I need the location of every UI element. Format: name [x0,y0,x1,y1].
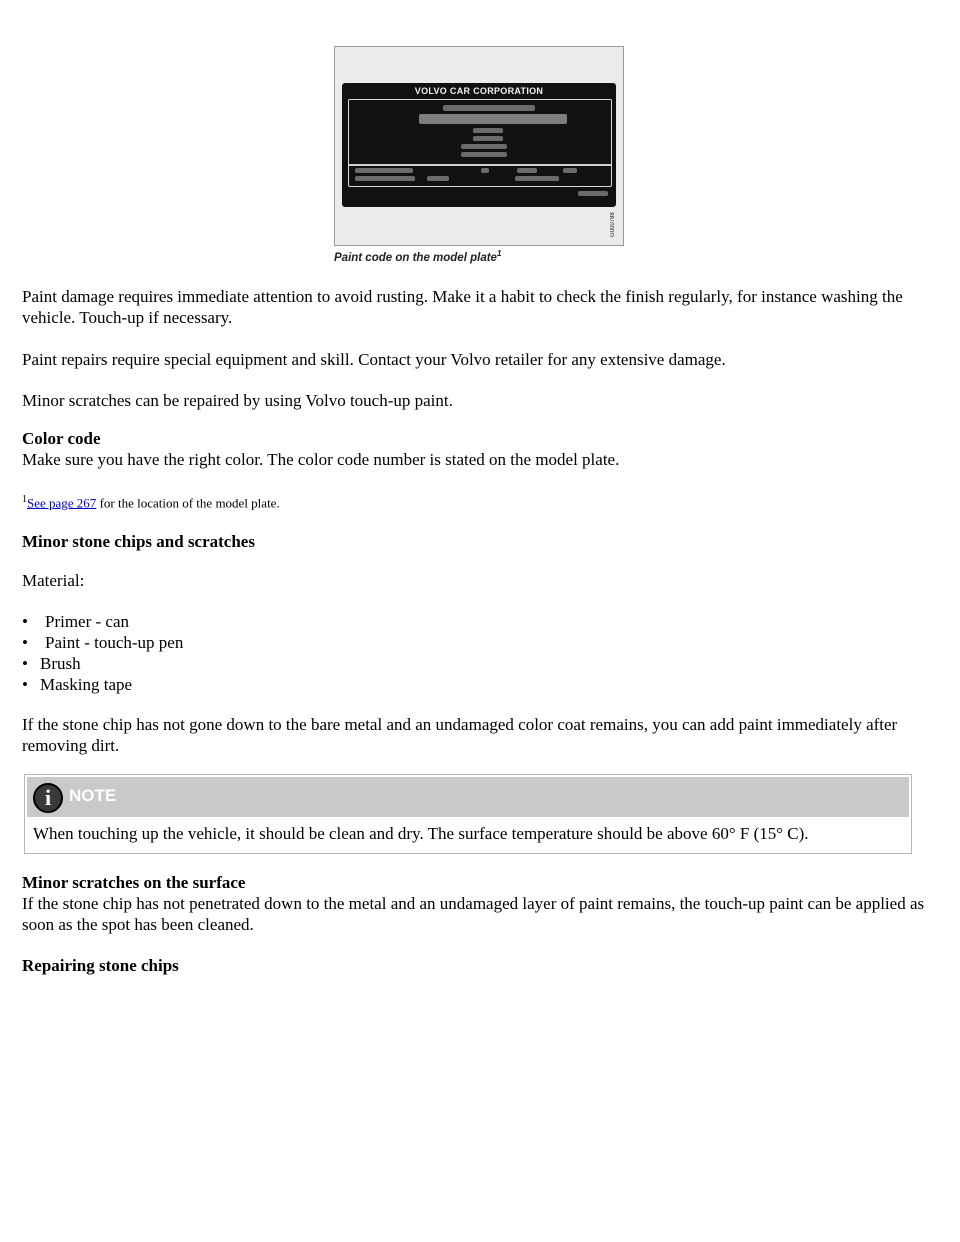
paragraph-paint-repairs: Paint repairs require special equipment and skill. Contact your Volvo retailer for any extensive damage. [22,350,726,369]
paragraph-color-code: Make sure you have the right color. The color code number is stated on the model plate. [22,450,620,469]
figure-code: G000788 [610,212,616,237]
plate-frame [348,99,612,187]
info-icon [33,783,63,813]
footnote: $^1$See page 267 for the location of the model plate. [22,494,280,511]
note-header [27,777,909,817]
note-label: NOTE [69,786,117,805]
heading-color-code: Color code [22,429,101,448]
heading-surface-scratches: Minor scratches on the surface [22,873,246,892]
list-item: • Masking tape [22,674,183,695]
material-label: Material: [22,571,85,590]
paragraph-surface-scratches: If the stone chip has not penetrated down to the metal and an undamaged layer of paint remains, the touch-up paint can be applied as soon as the spot has been cleaned. [22,894,925,934]
list-item: • Paint - touch-up pen [22,632,183,653]
footnote-link[interactable]: See page 267 [27,495,97,511]
heading-stone-chips: Minor stone chips and scratches [22,532,255,551]
model-plate-image [342,83,616,207]
plate-title: VOLVO CAR CORPORATION [414,86,544,96]
note-text: When touching up the vehicle, it should be clean and dry. The surface temperature should be above 60° F (15° C). [33,824,809,843]
note-box [24,774,912,854]
material-list [22,611,183,695]
paragraph-paint-damage: Paint damage requires immediate attention to avoid rusting. Make it a habit to check the finish regularly, for instance washing the vehicle. Touch-up if necessary. [22,287,903,327]
figure-caption: Paint code on the model plate$^1$ [334,249,502,264]
list-item: • Brush [22,653,183,674]
heading-repairing-stone-chips: Repairing stone chips [22,956,179,975]
paragraph-minor-scratches: Minor scratches can be repaired by using Volvo touch-up paint. [22,391,453,410]
paragraph-stone-chip: If the stone chip has not gone down to the bare metal and an undamaged color coat remains, you can add paint immediately after removing dirt. [22,715,898,755]
model-plate-figure [334,46,624,246]
list-item: • Primer - can [22,611,183,632]
